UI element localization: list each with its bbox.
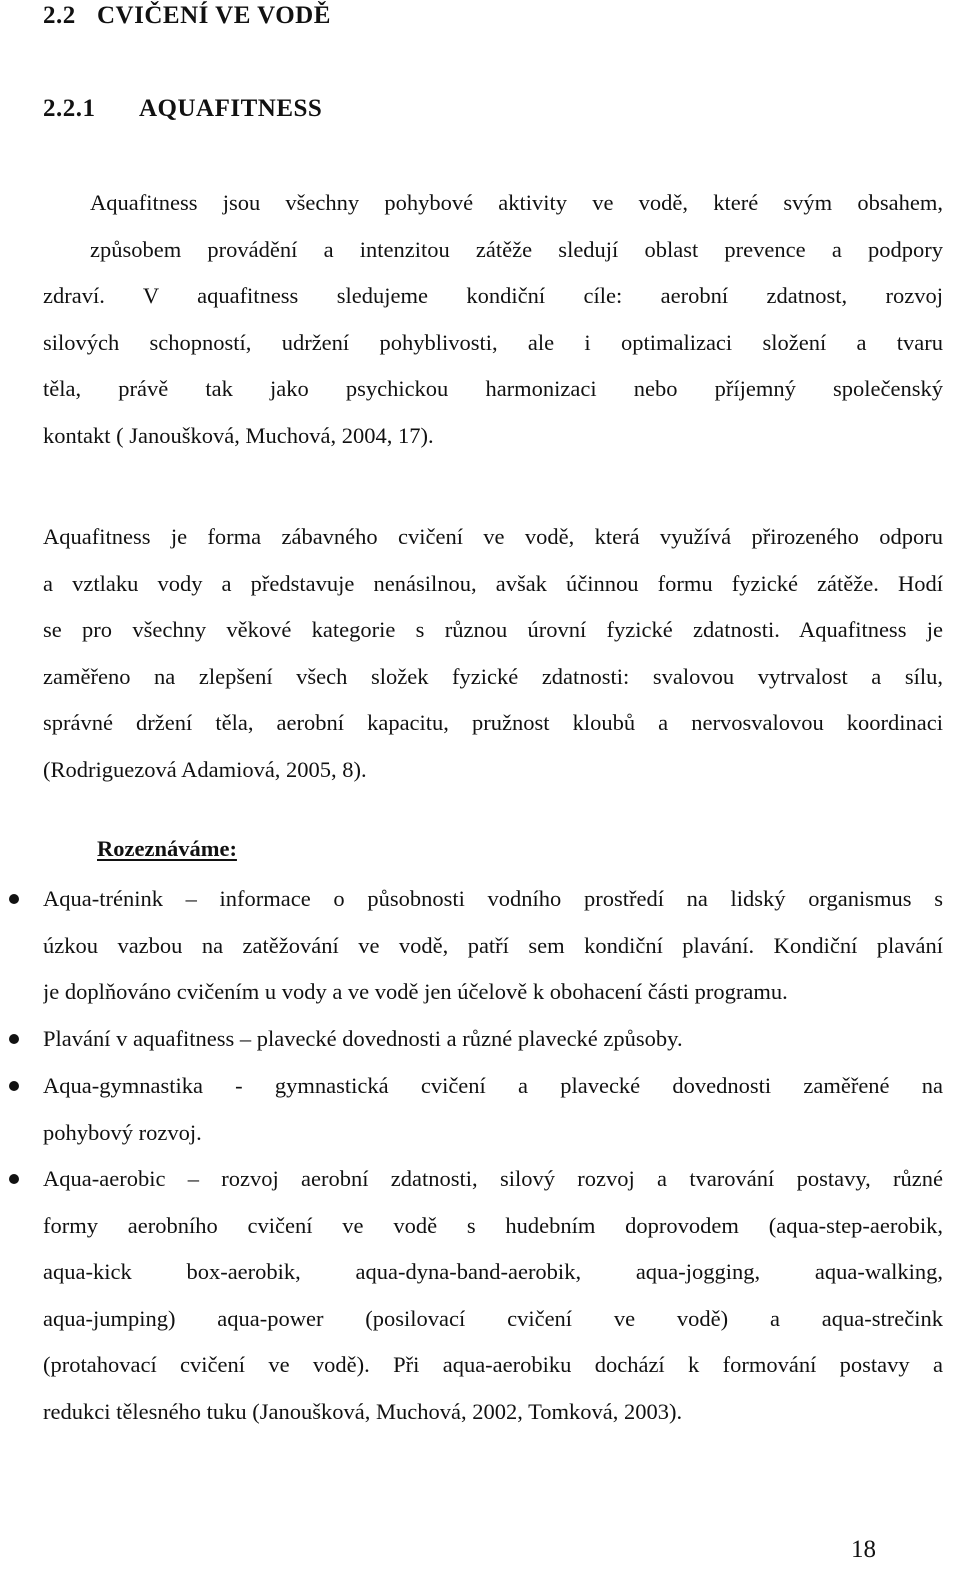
list-item-aqua-trenink: [43, 876, 943, 1016]
list-item-line: Aqua-aerobic – rozvoj aerobní zdatnosti, silový rozvoj a tvarování postavy, různé: [43, 1166, 943, 1191]
section-number: 2.2: [43, 2, 76, 29]
list-item-line: aqua-jumping) aqua-power (posilovací cvičení ve vodě) a aqua-strečink: [43, 1305, 943, 1331]
list-item-line: úzkou vazbou na zatěžování ve vodě, patří sem kondiční plavání. Kondiční plavání: [43, 932, 943, 958]
paragraph-line: (Rodriguezová Adamiová, 2005, 8).: [43, 756, 367, 782]
paragraph-line: správné držení těla, aerobní kapacitu, pružnost kloubů a nervosvalovou koordinaci: [43, 710, 943, 735]
bullet-icon: [9, 1081, 19, 1091]
subsection-heading: [43, 95, 322, 123]
page-number: 18: [851, 1536, 876, 1563]
paragraph-line: se pro všechny věkové kategorie s různou úrovní fyzické zdatnosti. Aquafitness je: [43, 617, 943, 642]
subsection-number: 2.2.1: [43, 95, 96, 122]
paragraph-line: a vztlaku vody a představuje nenásilnou, avšak účinnou formu fyzické zátěže. Hodí: [43, 570, 943, 596]
paragraph-line: Aquafitness jsou všechny pohybové aktivity ve vodě, které svým obsahem,: [90, 190, 943, 215]
list-item-line: (protahovací cvičení ve vodě). Při aqua-aerobiku dochází k formování postavy a: [43, 1352, 943, 1377]
paragraph-line: silových schopností, udržení pohyblivosti, ale i optimalizaci složení a tvaru: [43, 329, 943, 355]
list-item-line: redukci tělesného tuku (Janoušková, Muchová, 2002, Tomková, 2003).: [43, 1398, 683, 1424]
list-item-line: je doplňováno cvičením u vody a ve vodě jen účelově k obohacení části programu.: [43, 979, 788, 1004]
paragraph-line: zaměřeno na zlepšení všech složek fyzické zdatnosti: svalovou vytrvalost a sílu,: [43, 663, 943, 689]
paragraph-intro: [43, 180, 943, 459]
list-item-line: Aqua-trénink – informace o působnosti vodního prostředí na lidský organismus s: [43, 886, 943, 911]
list-item-line: Aqua-gymnastika - gymnastická cvičení a plavecké dovednosti zaměřené na: [43, 1073, 943, 1098]
bullet-icon: [9, 894, 19, 904]
list-item-line: aqua-kick box-aerobik, aqua-dyna-band-aerobik, aqua-jogging, aqua-walking,: [43, 1259, 943, 1284]
section-heading: [43, 2, 331, 30]
list-item-line: pohybový rozvoj.: [43, 1119, 202, 1145]
list-item-plavani: [43, 1016, 943, 1063]
list-item-aqua-aerobic: [43, 1156, 943, 1435]
section-title: CVIČENÍ VE VODĚ: [97, 2, 331, 29]
paragraph-line: zdraví. V aquafitness sledujeme kondiční cíle: aerobní zdatnost, rozvoj: [43, 283, 943, 308]
bullet-icon: [9, 1034, 19, 1044]
list-item-line: formy aerobního cvičení ve vodě s hudebním doprovodem (aqua-step-aerobik,: [43, 1212, 943, 1238]
list-item-line: Plavání v aquafitness – plavecké dovednosti a různé plavecké způsoby.: [43, 1026, 683, 1051]
paragraph-description: [43, 514, 943, 793]
paragraph-line: těla, právě tak jako psychickou harmonizaci nebo příjemný společenský: [43, 376, 943, 401]
bullet-icon: [9, 1174, 19, 1184]
list-item-aqua-gymnastika: [43, 1063, 943, 1156]
paragraph-line: způsobem provádění a intenzitou zátěže sledují oblast prevence a podpory: [90, 236, 943, 262]
paragraph-line: kontakt ( Janoušková, Muchová, 2004, 17).: [43, 422, 434, 448]
subsection-title: AQUAFITNESS: [139, 95, 323, 122]
list-heading: Rozeznáváme:: [97, 836, 237, 861]
paragraph-line: Aquafitness je forma zábavného cvičení ve vodě, která využívá přirozeného odporu: [43, 524, 943, 549]
